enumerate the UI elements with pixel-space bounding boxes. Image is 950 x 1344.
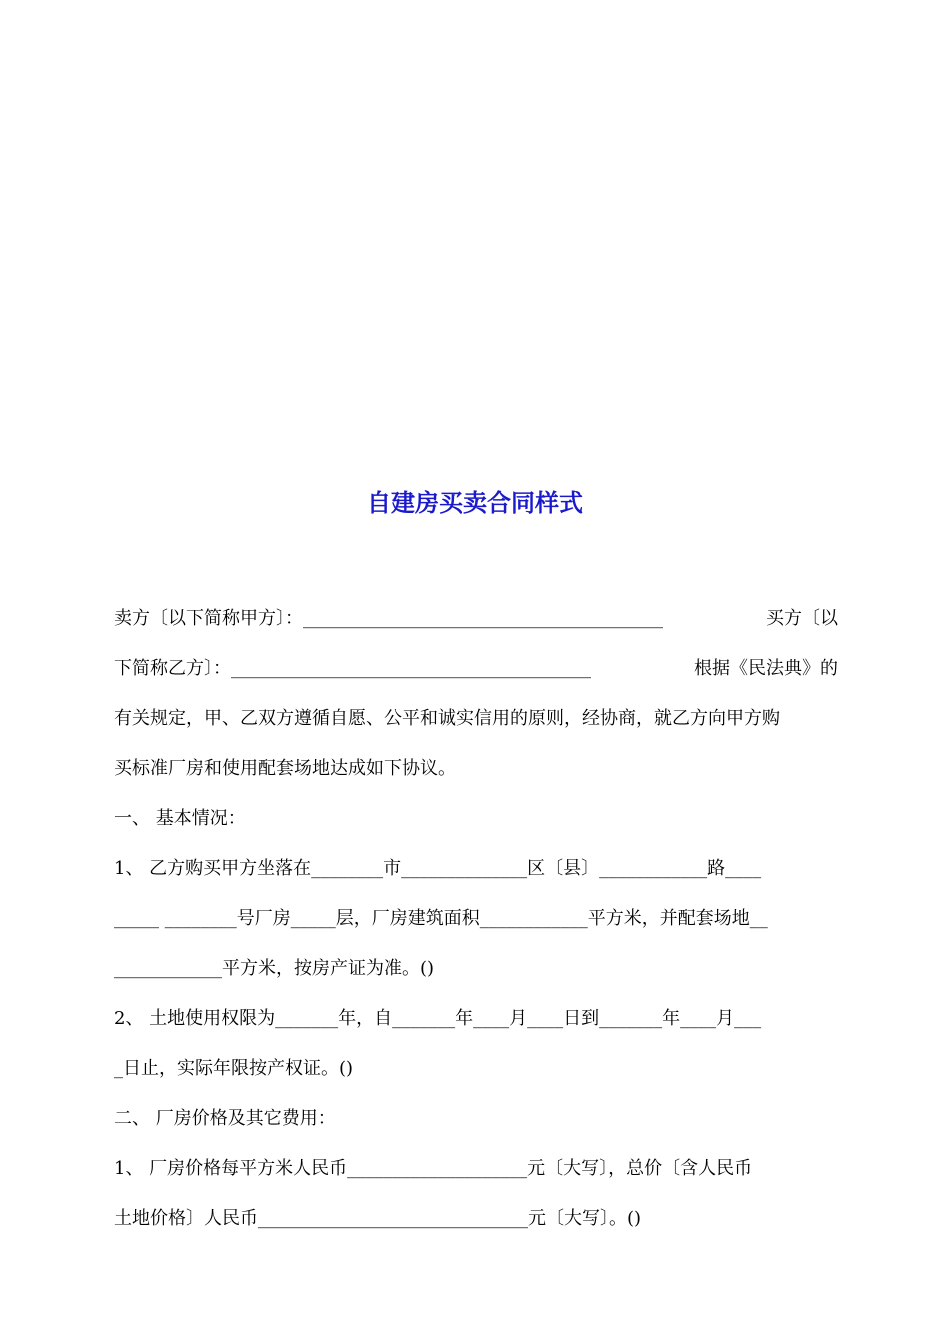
contract-line-2 [114, 656, 838, 682]
document-title: 自建房买卖合同样式 [367, 489, 583, 517]
seller-field-text: 卖方〔以下简称甲方〕：________________________________________ [114, 608, 663, 629]
section-heading-price: 二、 厂房价格及其它费用： [114, 1108, 336, 1129]
contract-line-1 [114, 606, 838, 632]
contract-line-3: 有关规定，甲、乙双方遵循自愿、公平和诚实信用的原则，经协商，就乙方向甲方购 [114, 708, 780, 729]
law-reference-text: 根据《民法典》的 [694, 658, 838, 679]
clause-1-2-line-2: _日止，实际年限按产权证。() [114, 1058, 354, 1079]
section-heading-basic-info: 一、 基本情况： [114, 808, 246, 829]
clause-2-1-line-1: 1、 厂房价格每平方米人民币____________________元〔大写〕，总价〔含人民币 [114, 1158, 753, 1179]
clause-2-1-line-2: 土地价格〕人民币______________________________元〔大写〕。() [114, 1208, 642, 1229]
buyer-prefix-text: 买方〔以 [766, 608, 838, 629]
clause-1-1-line-2: _____ ________号厂房_____层，厂房建筑面积____________平方米，并配套场地__ [114, 908, 768, 929]
buyer-field-text: 下简称乙方〕：________________________________________ [114, 658, 591, 679]
clause-1-1-line-1: 1、 乙方购买甲方坐落在________市______________区〔县〕____________路____ [114, 858, 762, 879]
contract-line-4: 买标准厂房和使用配套场地达成如下协议。 [114, 758, 456, 779]
clause-1-1-line-3: ____________平方米，按房产证为准。() [114, 958, 435, 979]
clause-1-2-line-1: 2、 土地使用权限为_______年，自_______年____月____日到_______年____月___ [114, 1008, 762, 1029]
